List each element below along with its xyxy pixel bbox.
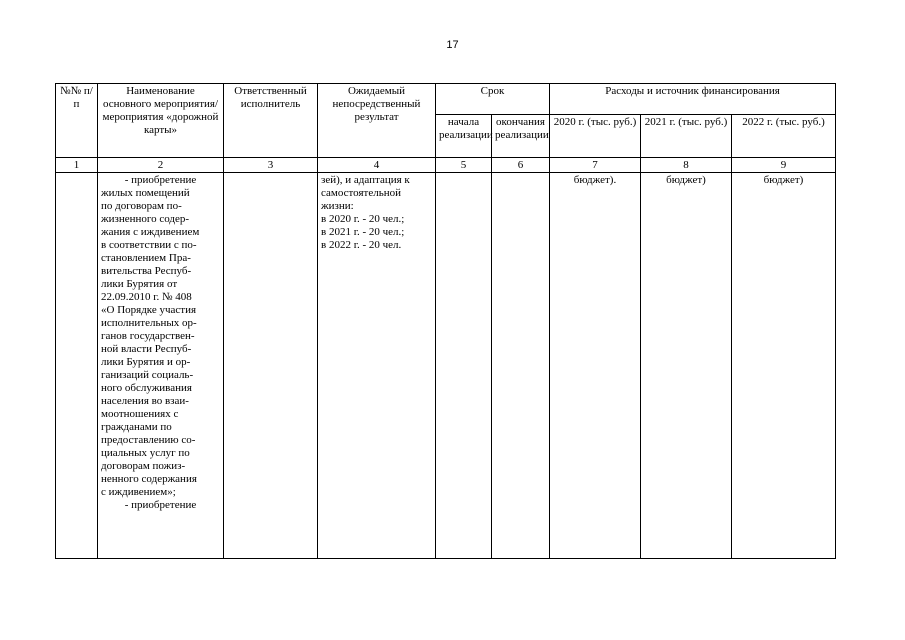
name-line: становлением Пра- [101, 252, 191, 264]
column-number: 3 [224, 158, 318, 173]
column-number: 1 [56, 158, 98, 173]
name-line: «О Порядке участия [101, 304, 197, 316]
column-number: 6 [492, 158, 550, 173]
result-line: самостоятельной [321, 187, 401, 199]
name-line: с иждивением»; [101, 486, 176, 498]
name-line: договорам пожиз- [101, 460, 186, 472]
name-line: лики Бурятия и ор- [101, 356, 191, 368]
cell-name [98, 173, 224, 559]
header-term-end: окончания реализации [492, 115, 550, 158]
column-number: 2 [98, 158, 224, 173]
name-line: жизненного содер- [101, 213, 190, 225]
name-line: в соответствии с по- [101, 239, 197, 251]
result-line: в 2020 г. - 20 чел.; [321, 213, 405, 225]
cell-term-end [492, 173, 550, 559]
header-expenses: Расходы и источник финансирования [550, 84, 836, 115]
name-line: жания с иждивением [101, 226, 200, 238]
name-line: - приобретение [124, 499, 197, 511]
name-line: предоставлению со- [101, 434, 196, 446]
name-line: лики Бурятия от [101, 278, 178, 290]
cell-2022: бюджет) [732, 173, 836, 559]
cell-term-start [436, 173, 492, 559]
result-line: в 2021 г. - 20 чел.; [321, 226, 405, 238]
name-line: - приобретение [124, 174, 197, 186]
name-line: ного обслуживания [101, 382, 192, 394]
name-line: циальных услуг по [101, 447, 190, 459]
page-number: 17 [446, 39, 459, 51]
header-term-start: начала реализации [436, 115, 492, 158]
cell-2020: бюджет). [550, 173, 641, 559]
name-line: жилых помещений [101, 187, 190, 199]
column-number: 7 [550, 158, 641, 173]
name-line: населения во взаи- [101, 395, 189, 407]
cell-2021: бюджет) [641, 173, 732, 559]
header-term: Срок [436, 84, 550, 115]
cell-num [56, 173, 98, 559]
name-line: гражданами по [101, 421, 172, 433]
result-line: жизни: [321, 200, 354, 212]
header-result: Ожидаемый непосредственный результат [318, 84, 436, 158]
cell-result [318, 173, 436, 559]
cell-responsible [224, 173, 318, 559]
header-2020: 2020 г. (тыс. руб.) [550, 115, 641, 158]
name-line: ненного содержания [101, 473, 197, 485]
name-line: ганов государствен- [101, 330, 195, 342]
header-2022: 2022 г. (тыс. руб.) [732, 115, 836, 158]
header-name: Наименование основного мероприятия/мероприятия «дорожной карты» [98, 84, 224, 158]
name-line: исполнительных ор- [101, 317, 197, 329]
result-line: зей), и адаптация к [321, 174, 410, 186]
header-num: №№ п/п [56, 84, 98, 158]
name-line: ной власти Респуб- [101, 343, 192, 355]
column-number: 9 [732, 158, 836, 173]
name-line: вительства Респуб- [101, 265, 192, 277]
result-line: в 2022 г. - 20 чел. [321, 239, 402, 251]
column-number: 5 [436, 158, 492, 173]
column-number: 4 [318, 158, 436, 173]
header-2021: 2021 г. (тыс. руб.) [641, 115, 732, 158]
name-line: моотношениях с [101, 408, 179, 420]
header-responsible: Ответственный исполнитель [224, 84, 318, 158]
name-line: ганизаций социаль- [101, 369, 194, 381]
name-line: по договорам по- [101, 200, 182, 212]
roadmap-table [55, 83, 836, 559]
column-number: 8 [641, 158, 732, 173]
name-line: 22.09.2010 г. № 408 [101, 291, 192, 303]
